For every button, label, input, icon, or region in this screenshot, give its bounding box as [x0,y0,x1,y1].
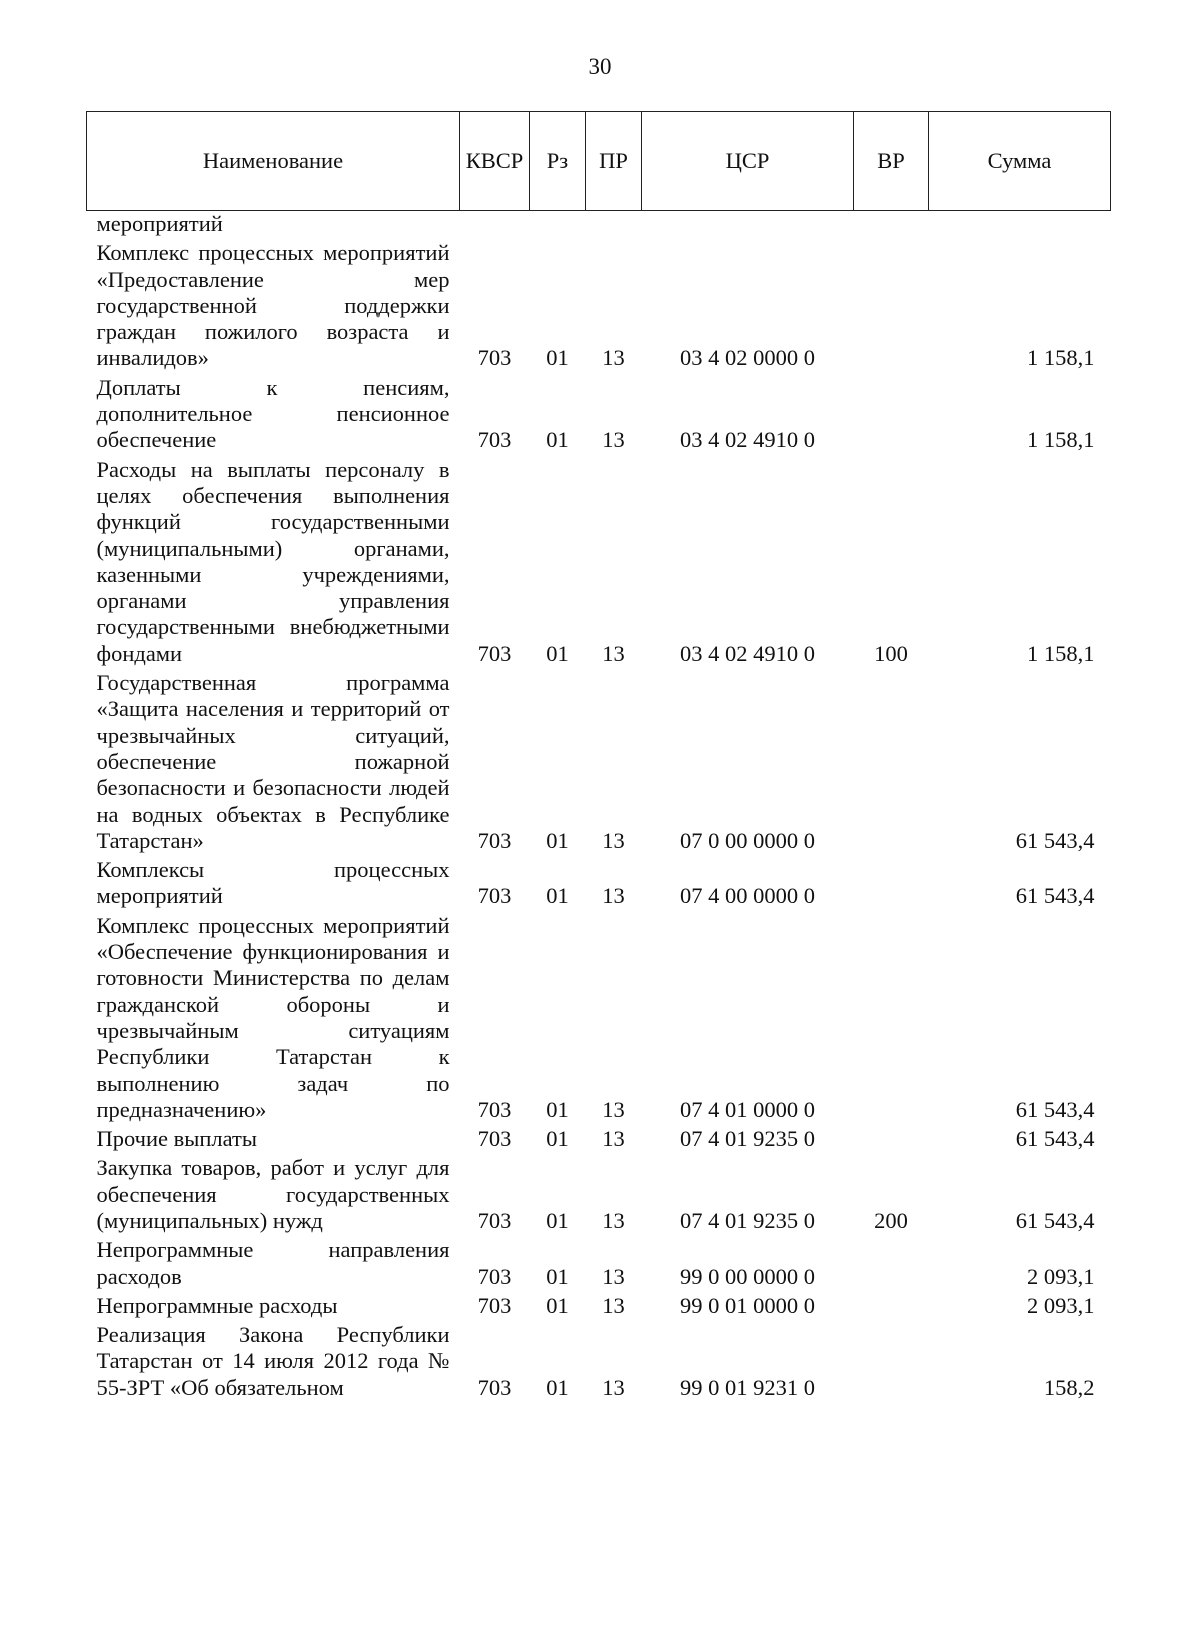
cell-csr: 99 0 01 9231 0 [680,1374,815,1400]
cell-name: Комплекс процессных мероприятий «Предоставление мер государственной поддержки граждан пожилого возраста и инвалидов» [96,240,450,371]
cell-rz: 01 [546,1096,569,1122]
header-sum: Сумма [929,112,1111,211]
cell-sum: 1 158,1 [1027,427,1095,453]
cell-rz: 01 [546,1263,569,1289]
cell-csr: 07 4 01 9235 0 [680,1207,815,1233]
cell-pr: 13 [602,883,625,909]
cell-vr [854,372,929,454]
cell-vr [854,237,929,371]
cell-vr [854,910,929,1123]
table-header [87,112,1111,211]
table-row [87,1123,1111,1152]
cell-vr [854,1290,929,1319]
cell-kvsr: 703 [477,1292,512,1318]
cell-pr: 13 [602,1374,625,1400]
table-body [87,211,1111,1402]
cell-kvsr: 703 [477,827,512,853]
cell-kvsr: 703 [477,640,512,666]
table-row [87,1152,1111,1234]
cell-csr: 07 4 01 0000 0 [680,1096,815,1122]
cell-rz: 01 [546,1207,569,1233]
cell-rz: 01 [546,427,569,453]
cell-csr: 03 4 02 4910 0 [680,640,815,666]
table-row [87,454,1111,667]
table-row [87,667,1111,854]
cell-sum: 2 093,1 [1027,1263,1095,1289]
cell-csr: 03 4 02 4910 0 [680,427,815,453]
table-row [87,1290,1111,1319]
cell-vr: 100 [874,640,908,666]
table-row [87,211,1111,238]
cell-rz: 01 [546,883,569,909]
header-pr: ПР [586,112,642,211]
cell-name: Комплекс процессных мероприятий «Обеспечение функционирования и готовности Министерства по делам гражданской обороны и чрезвычайным ситуациям Республики Татарстан к выполнению задач по предназначению» [96,912,450,1122]
cell-vr [854,1234,929,1290]
cell-name: Государственная программа «Защита населения и территорий от чрезвычайных ситуаций, обеспечение пожарной безопасности и безопасности людей на водных объектах в Республике Татарстан» [96,670,450,853]
cell-csr [642,211,854,238]
cell-sum: 158,2 [1043,1374,1095,1400]
cell-csr: 03 4 02 0000 0 [680,345,815,371]
cell-sum: 1 158,1 [1027,345,1095,371]
table-row [87,237,1111,371]
cell-sum: 2 093,1 [1027,1292,1095,1318]
cell-kvsr: 703 [477,427,512,453]
cell-kvsr: 703 [477,1374,512,1400]
cell-kvsr: 703 [477,345,512,371]
cell-csr: 07 4 00 0000 0 [680,883,815,909]
header-vr: ВР [854,112,929,211]
cell-kvsr [460,211,530,238]
cell-sum: 61 543,4 [1015,827,1095,853]
page-number: 30 [588,54,612,79]
cell-kvsr: 703 [477,883,512,909]
header-rz: Рз [530,112,586,211]
cell-pr: 13 [602,1292,625,1318]
cell-sum: 61 543,4 [1015,1126,1095,1152]
cell-pr: 13 [602,1207,625,1233]
cell-vr [854,667,929,854]
cell-kvsr: 703 [477,1207,512,1233]
budget-table [86,111,1111,1401]
cell-vr [854,211,929,238]
table-row [87,1234,1111,1290]
cell-csr: 99 0 00 0000 0 [680,1263,815,1289]
cell-pr: 13 [602,640,625,666]
cell-sum: 1 158,1 [1027,640,1095,666]
cell-name: Непрограммные направления расходов [96,1237,450,1289]
cell-pr: 13 [602,1263,625,1289]
cell-pr: 13 [602,827,625,853]
cell-pr: 13 [602,427,625,453]
cell-pr: 13 [602,1096,625,1122]
cell-rz: 01 [546,640,569,666]
cell-csr: 07 0 00 0000 0 [680,827,815,853]
cell-pr: 13 [602,1126,625,1152]
cell-name: Доплаты к пенсиям, дополнительное пенсионное обеспечение [96,374,450,453]
cell-csr: 99 0 01 0000 0 [680,1292,815,1318]
header-csr: ЦСР [642,112,854,211]
cell-vr [854,854,929,910]
cell-vr [854,1319,929,1401]
cell-name: Непрограммные расходы [96,1292,338,1318]
table-row [87,854,1111,910]
cell-pr [586,211,642,238]
cell-rz: 01 [546,1292,569,1318]
header-name: Наименование [87,112,460,211]
cell-vr [854,1123,929,1152]
table-row [87,372,1111,454]
cell-name: Закупка товаров, работ и услуг для обеспечения государственных (муниципальных) нужд [96,1155,450,1233]
cell-rz: 01 [546,345,569,371]
cell-name: мероприятий [96,211,223,236]
cell-vr: 200 [874,1207,908,1233]
cell-kvsr: 703 [477,1126,512,1152]
cell-name: Комплексы процессных мероприятий [96,857,450,909]
cell-kvsr: 703 [477,1096,512,1122]
cell-kvsr: 703 [477,1263,512,1289]
cell-sum: 61 543,4 [1015,1207,1095,1233]
cell-rz: 01 [546,1374,569,1400]
table-row [87,1319,1111,1401]
cell-rz [530,211,586,238]
cell-sum [929,211,1111,238]
header-kvsr: КВСР [460,112,530,211]
cell-name: Прочие выплаты [96,1126,257,1152]
cell-sum: 61 543,4 [1015,883,1095,909]
cell-sum: 61 543,4 [1015,1096,1095,1122]
cell-pr: 13 [602,345,625,371]
cell-name: Расходы на выплаты персоналу в целях обеспечения выполнения функций государственными (муниципальными) органами, казенными учреждениями, органами управления государственными внебюджетными фондами [96,456,450,666]
table-row [87,910,1111,1123]
cell-name: Реализация Закона Республики Татарстан от 14 июля 2012 года № 55-ЗРТ «Об обязательном [96,1322,450,1400]
cell-rz: 01 [546,1126,569,1152]
cell-rz: 01 [546,827,569,853]
cell-csr: 07 4 01 9235 0 [680,1126,815,1152]
